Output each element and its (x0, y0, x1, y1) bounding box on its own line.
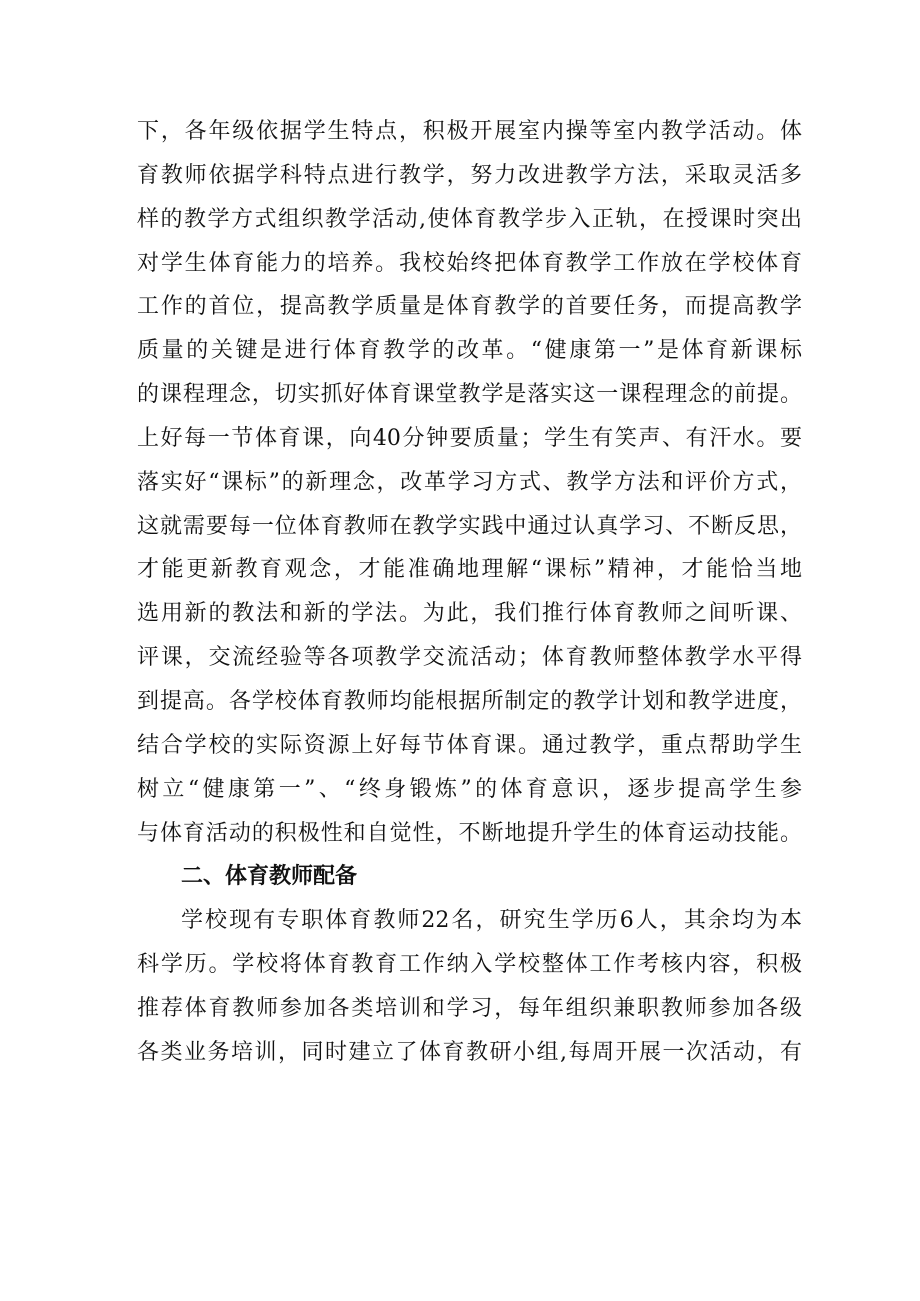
section-heading: 二、体育教师配备 (181, 863, 358, 890)
text-line: 落实好“课标”的新理念，改革学习方式、教学方法和评价方式， (137, 469, 802, 495)
text-line: 上好每一节体育课，向40分钟要质量；学生有笑声、有汗水。要 (137, 425, 802, 451)
text-line: 才能更新教育观念，才能准确地理解“课标”精神，才能恰当地 (137, 557, 802, 583)
text-line: 评课，交流经验等各项教学交流活动；体育教师整体教学水平得 (137, 645, 802, 671)
document-body (137, 112, 802, 1077)
text-line: 育教师依据学科特点进行教学，努力改进教学方法，采取灵活多 (137, 162, 802, 188)
text-line: 工作的首位，提高教学质量是体育教学的首要任务，而提高教学 (137, 294, 802, 320)
text-line: 样的教学方式组织教学活动,使体育教学步入正轨，在授课时突出 (137, 206, 802, 232)
text-line: 树立“健康第一”、“终身锻炼”的体育意识，逐步提高学生参 (137, 776, 802, 802)
text-line: 的课程理念，切实抓好体育课堂教学是落实这一课程理念的前提。 (137, 382, 802, 408)
text-line: 这就需要每一位体育教师在教学实践中通过认真学习、不断反思， (137, 513, 802, 539)
text-line: 与体育活动的积极性和自觉性，不断地提升学生的体育运动技能。 (137, 820, 802, 846)
text-line: 各类业务培训，同时建立了体育教研小组,每周开展一次活动，有 (137, 1039, 802, 1065)
text-line: 对学生体育能力的培养。我校始终把体育教学工作放在学校体育 (137, 250, 802, 276)
text-line: 科学历。学校将体育教育工作纳入学校整体工作考核内容，积极 (137, 952, 802, 978)
text-line: 推荐体育教师参加各类培训和学习，每年组织兼职教师参加各级 (137, 995, 802, 1021)
text-line: 下，各年级依据学生特点，积极开展室内操等室内教学活动。体 (137, 119, 802, 144)
text-line: 到提高。各学校体育教师均能根据所制定的教学计划和教学进度， (137, 688, 802, 714)
text-line: 学校现有专职体育教师22名，研究生学历6人，其余均为本 (181, 908, 802, 934)
text-line: 选用新的教法和新的学法。为此，我们推行体育教师之间听课、 (137, 601, 802, 627)
text-line: 质量的关键是进行体育教学的改革。“健康第一”是体育新课标 (137, 338, 802, 364)
text-line: 结合学校的实际资源上好每节体育课。通过教学，重点帮助学生 (137, 732, 802, 758)
